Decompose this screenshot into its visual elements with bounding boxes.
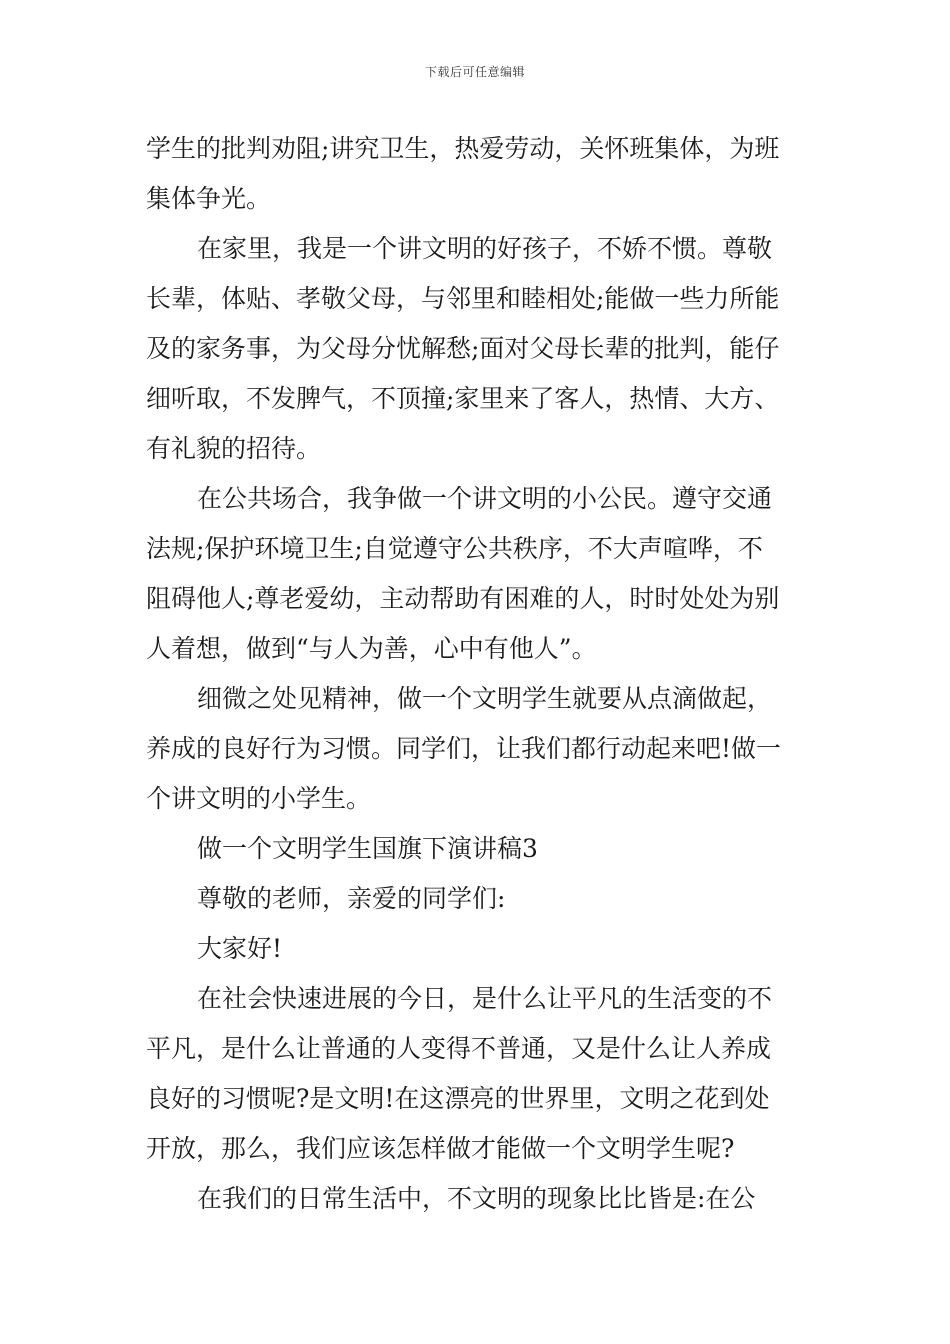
text-line: 在我们的日常生活中，不文明的现象比比皆是:在公 xyxy=(197,1184,756,1213)
text-line: 个讲文明的小学生。 xyxy=(146,784,372,813)
text-line: 细听取，不发脾气，不顶撞;家里来了客人，热情、大方、 xyxy=(146,384,780,413)
text-line: 在公共场合，我争做一个讲文明的小公民。遵守交通 xyxy=(197,484,773,513)
text-line: 平凡，是什么让普通的人变得不普通，又是什么让人养成 xyxy=(146,1034,772,1063)
text-line: 在社会快速进展的今日，是什么让平凡的生活变的不 xyxy=(197,984,773,1013)
text-line: 学生的批判劝阻;讲究卫生，热爱劳动，关怀班集体，为班 xyxy=(146,134,780,163)
text-line: 开放，那么，我们应该怎样做才能做一个文明学生呢? xyxy=(146,1134,735,1163)
document-body xyxy=(146,124,810,1224)
text-line: 大家好! xyxy=(197,934,283,963)
text-line: 细微之处见精神，做一个文明学生就要从点滴做起， xyxy=(197,684,773,713)
text-line: 长辈，体贴、孝敬父母，与邻里和睦相处;能做一些力所能 xyxy=(146,284,780,313)
text-line: 人着想，做到“与人为善，心中有他人”。 xyxy=(146,634,597,663)
text-line: 集体争光。 xyxy=(146,184,272,213)
text-line: 及的家务事，为父母分忧解愁;面对父母长辈的批判，能仔 xyxy=(146,334,780,363)
text-line: 良好的习惯呢?是文明!在这漂亮的世界里，文明之花到处 xyxy=(146,1084,770,1113)
page-header: 下载后可任意编辑 xyxy=(424,65,525,79)
text-line: 尊敬的老师，亲爱的同学们: xyxy=(197,884,506,913)
text-line: 阻碍他人;尊老爱幼，主动帮助有困难的人，时时处处为别 xyxy=(146,584,780,613)
text-line: 在家里，我是一个讲文明的好孩子，不娇不惯。尊敬 xyxy=(197,234,773,263)
text-line: 法规;保护环境卫生;自觉遵守公共秩序，不大声喧哗，不 xyxy=(146,534,763,563)
text-line: 养成的良好行为习惯。同学们，让我们都行动起来吧!做一 xyxy=(146,734,782,763)
text-line: 有礼貌的招待。 xyxy=(146,434,322,463)
text-line: 做一个文明学生国旗下演讲稿3 xyxy=(197,834,538,863)
